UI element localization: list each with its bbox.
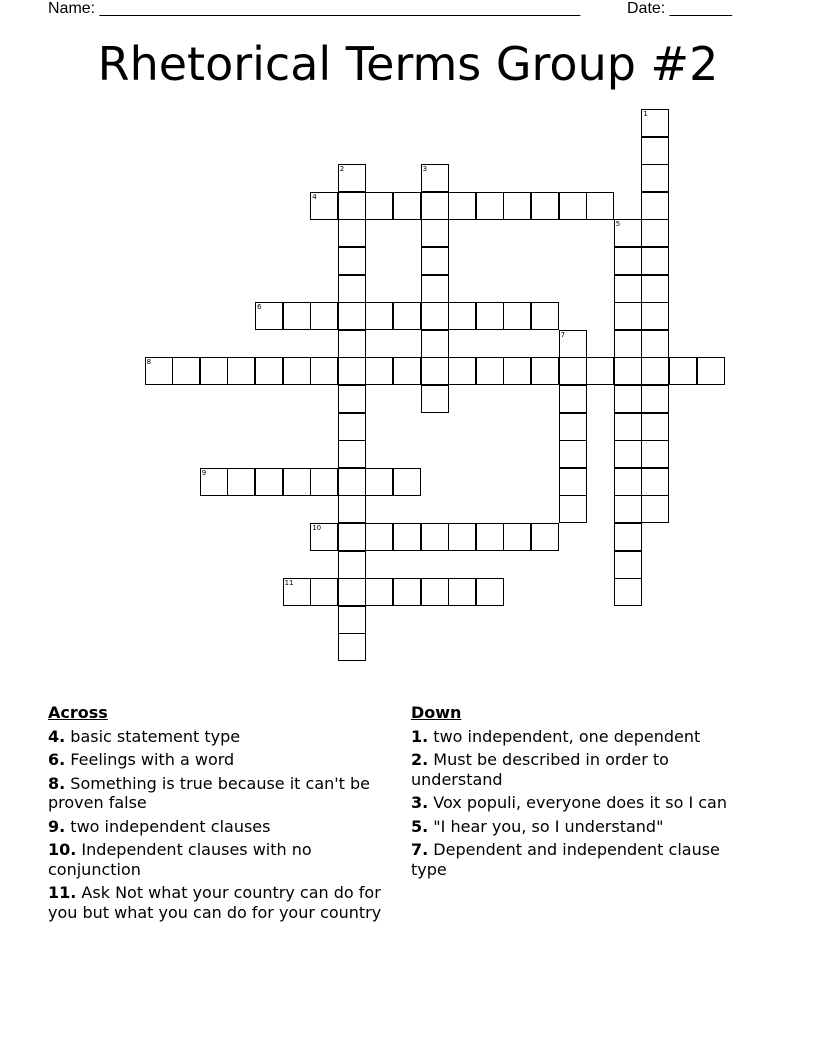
crossword-cell[interactable] bbox=[172, 357, 200, 385]
crossword-cell[interactable] bbox=[641, 385, 669, 413]
crossword-cell[interactable] bbox=[503, 523, 531, 551]
crossword-cell[interactable] bbox=[365, 192, 393, 220]
crossword-cell[interactable] bbox=[559, 385, 587, 413]
across-clue bbox=[48, 840, 393, 879]
crossword-cell[interactable] bbox=[421, 164, 449, 192]
crossword-cell[interactable] bbox=[255, 357, 283, 385]
crossword-cell[interactable] bbox=[393, 468, 421, 496]
across-clue bbox=[48, 774, 393, 813]
clue-text: Vox populi, everyone does it so I can bbox=[428, 793, 727, 812]
clue-number: 5. bbox=[411, 816, 429, 836]
crossword-cell[interactable] bbox=[338, 606, 366, 634]
crossword-cell[interactable] bbox=[697, 357, 725, 385]
crossword-cell[interactable] bbox=[365, 468, 393, 496]
clue-text: Independent clauses with no conjunction bbox=[48, 840, 312, 879]
crossword-cell[interactable] bbox=[641, 192, 669, 220]
crossword-cell[interactable] bbox=[338, 219, 366, 247]
crossword-cell[interactable] bbox=[641, 495, 669, 523]
clue-number: 2 bbox=[339, 165, 345, 174]
crossword-cell[interactable] bbox=[365, 357, 393, 385]
down-clues bbox=[411, 703, 756, 879]
clue-text: basic statement type bbox=[65, 726, 241, 746]
crossword-cell[interactable] bbox=[503, 302, 531, 330]
crossword-cell[interactable] bbox=[614, 247, 642, 275]
clue-number: 6 bbox=[257, 303, 262, 312]
crossword-cell[interactable] bbox=[614, 330, 642, 358]
across-clue bbox=[48, 883, 393, 922]
crossword-cell[interactable] bbox=[421, 385, 449, 413]
crossword-cell[interactable] bbox=[448, 523, 476, 551]
clue-number: 10 bbox=[312, 524, 322, 532]
crossword-cell[interactable] bbox=[641, 275, 669, 303]
crossword-cell[interactable] bbox=[338, 164, 366, 192]
crossword-cell[interactable] bbox=[559, 192, 587, 220]
crossword-cell[interactable] bbox=[614, 357, 642, 385]
crossword-cell[interactable] bbox=[476, 192, 504, 220]
clue-number: 8. bbox=[48, 773, 66, 793]
crossword-cell[interactable] bbox=[393, 523, 421, 551]
clue-number: 1. bbox=[411, 726, 429, 746]
crossword-cell[interactable] bbox=[310, 357, 338, 385]
clue-text: two independent clauses bbox=[65, 816, 271, 836]
clue-number: 8 bbox=[146, 358, 152, 367]
clue-number: 3 bbox=[422, 165, 428, 174]
crossword-cell[interactable] bbox=[338, 247, 366, 275]
crossword-cell[interactable] bbox=[669, 357, 697, 385]
crossword-cell[interactable] bbox=[559, 330, 587, 358]
crossword-cell[interactable] bbox=[614, 385, 642, 413]
crossword-cell[interactable] bbox=[283, 468, 311, 496]
crossword-cell[interactable] bbox=[559, 357, 587, 385]
across-clue bbox=[48, 750, 393, 770]
crossword-cell[interactable] bbox=[310, 578, 338, 606]
crossword-cell[interactable] bbox=[476, 302, 504, 330]
clue-text: Ask Not what your country can do for you but what you can do for your country bbox=[48, 883, 382, 922]
down-clue bbox=[411, 750, 756, 789]
crossword-cell[interactable] bbox=[476, 578, 504, 606]
crossword-cell[interactable] bbox=[338, 495, 366, 523]
crossword-cell[interactable] bbox=[641, 302, 669, 330]
crossword-cell[interactable] bbox=[283, 357, 311, 385]
crossword-cell[interactable] bbox=[641, 440, 669, 468]
crossword-cell[interactable] bbox=[338, 578, 366, 606]
crossword-cell[interactable] bbox=[503, 192, 531, 220]
crossword-cell[interactable] bbox=[448, 302, 476, 330]
across-clue bbox=[48, 727, 393, 747]
crossword-cell[interactable] bbox=[531, 192, 559, 220]
crossword-cell[interactable] bbox=[310, 468, 338, 496]
crossword-cell[interactable] bbox=[559, 413, 587, 441]
crossword-cell[interactable] bbox=[614, 302, 642, 330]
crossword-cell[interactable] bbox=[641, 164, 669, 192]
crossword-cell[interactable] bbox=[614, 523, 642, 551]
across-clues bbox=[48, 703, 393, 922]
crossword-cell[interactable] bbox=[421, 523, 449, 551]
clue-number: 7 bbox=[560, 330, 566, 339]
clue-number: 9. bbox=[48, 816, 66, 836]
crossword-cell[interactable] bbox=[338, 275, 366, 303]
crossword-cell[interactable] bbox=[614, 413, 642, 441]
crossword-cell[interactable] bbox=[421, 578, 449, 606]
crossword-cell[interactable] bbox=[310, 302, 338, 330]
crossword-cell[interactable] bbox=[531, 357, 559, 385]
clue-number: 11 bbox=[284, 579, 294, 588]
crossword-cell[interactable] bbox=[476, 523, 504, 551]
crossword-cell[interactable] bbox=[503, 357, 531, 385]
crossword-cell[interactable] bbox=[338, 468, 366, 496]
crossword-cell[interactable] bbox=[283, 302, 311, 330]
down-clue-list bbox=[411, 727, 756, 880]
name-field[interactable]: Name: ______________________________________________________ bbox=[48, 0, 581, 17]
clue-text: Dependent and independent clause type bbox=[411, 840, 720, 879]
crossword-cell[interactable] bbox=[283, 578, 311, 606]
crossword-cell[interactable] bbox=[641, 109, 669, 137]
crossword-cell[interactable] bbox=[200, 468, 228, 496]
crossword-cell[interactable] bbox=[338, 385, 366, 413]
across-clue-list bbox=[48, 727, 393, 923]
crossword-cell[interactable] bbox=[641, 413, 669, 441]
crossword-cell[interactable] bbox=[614, 219, 642, 247]
crossword-cell[interactable] bbox=[393, 192, 421, 220]
clue-text: Feelings with a word bbox=[65, 750, 235, 769]
down-clue bbox=[411, 727, 756, 747]
crossword-cell[interactable] bbox=[421, 247, 449, 275]
crossword-cell[interactable] bbox=[338, 440, 366, 468]
crossword-cell[interactable] bbox=[393, 302, 421, 330]
clue-text: two independent, one dependent bbox=[428, 726, 701, 746]
crossword-cell[interactable] bbox=[586, 192, 614, 220]
crossword-cell[interactable] bbox=[421, 330, 449, 358]
crossword-cell[interactable] bbox=[338, 302, 366, 330]
date-field[interactable]: Date: _______ bbox=[627, 0, 732, 17]
clue-number: 4 bbox=[312, 192, 317, 201]
clue-number: 9 bbox=[201, 468, 207, 477]
crossword-cell[interactable] bbox=[641, 468, 669, 496]
crossword-cell[interactable] bbox=[365, 302, 393, 330]
crossword-cell[interactable] bbox=[421, 219, 449, 247]
crossword-cell[interactable] bbox=[255, 468, 283, 496]
crossword-cell[interactable] bbox=[559, 468, 587, 496]
clue-number: 10. bbox=[48, 840, 77, 859]
clue-number: 6. bbox=[48, 750, 66, 769]
crossword-cell[interactable] bbox=[559, 440, 587, 468]
crossword-cell[interactable] bbox=[586, 357, 614, 385]
crossword-cell[interactable] bbox=[421, 192, 449, 220]
crossword-cell[interactable] bbox=[641, 330, 669, 358]
crossword-cell[interactable] bbox=[393, 578, 421, 606]
crossword-cell[interactable] bbox=[641, 137, 669, 165]
crossword-cell[interactable] bbox=[641, 357, 669, 385]
crossword-cell[interactable] bbox=[145, 357, 173, 385]
crossword-cell[interactable] bbox=[531, 302, 559, 330]
crossword-cell[interactable] bbox=[614, 495, 642, 523]
down-clue bbox=[411, 817, 756, 837]
crossword-cell[interactable] bbox=[476, 357, 504, 385]
crossword-cell[interactable] bbox=[614, 551, 642, 579]
crossword-cell[interactable] bbox=[365, 523, 393, 551]
crossword-cell[interactable] bbox=[338, 192, 366, 220]
crossword-cell[interactable] bbox=[255, 302, 283, 330]
clue-text: Must be described in order to understand bbox=[411, 750, 669, 789]
crossword-cell[interactable] bbox=[641, 247, 669, 275]
clue-number: 5 bbox=[615, 220, 621, 229]
down-clue bbox=[411, 793, 756, 813]
down-clue bbox=[411, 840, 756, 879]
crossword-cell[interactable] bbox=[338, 357, 366, 385]
crossword-cell[interactable] bbox=[338, 330, 366, 358]
crossword-cell[interactable] bbox=[421, 357, 449, 385]
crossword-cell[interactable] bbox=[559, 495, 587, 523]
crossword-cell[interactable] bbox=[393, 357, 421, 385]
crossword-cell[interactable] bbox=[200, 357, 228, 385]
clue-text: Something is true because it can't be proven false bbox=[48, 773, 371, 812]
crossword-cell[interactable] bbox=[227, 468, 255, 496]
clue-number: 2. bbox=[411, 750, 429, 769]
down-heading: Down bbox=[411, 703, 462, 722]
across-clue bbox=[48, 817, 393, 837]
clue-number: 3. bbox=[411, 793, 429, 812]
crossword-cell[interactable] bbox=[614, 578, 642, 606]
crossword-cell[interactable] bbox=[310, 192, 338, 220]
across-heading: Across bbox=[48, 703, 108, 722]
crossword-cell[interactable] bbox=[421, 275, 449, 303]
crossword-cell[interactable] bbox=[338, 551, 366, 579]
clue-number: 7. bbox=[411, 840, 429, 859]
crossword-cell[interactable] bbox=[614, 468, 642, 496]
crossword-cell[interactable] bbox=[614, 440, 642, 468]
clue-number: 11. bbox=[48, 883, 77, 902]
crossword-cell[interactable] bbox=[448, 578, 476, 606]
crossword-cell[interactable] bbox=[641, 219, 669, 247]
crossword-cell[interactable] bbox=[338, 633, 366, 661]
crossword-cell[interactable] bbox=[227, 357, 255, 385]
crossword-cell[interactable] bbox=[614, 275, 642, 303]
crossword-cell[interactable] bbox=[421, 302, 449, 330]
crossword-cell[interactable] bbox=[365, 578, 393, 606]
clue-number: 1 bbox=[643, 110, 648, 118]
page-title: Rhetorical Terms Group #2 bbox=[97, 37, 719, 91]
crossword-cell[interactable] bbox=[448, 357, 476, 385]
crossword-cell[interactable] bbox=[310, 523, 338, 551]
clue-text: "I hear you, so I understand" bbox=[428, 816, 664, 836]
crossword-cell[interactable] bbox=[338, 413, 366, 441]
clue-number: 4. bbox=[48, 726, 66, 746]
crossword-cell[interactable] bbox=[338, 523, 366, 551]
crossword-cell[interactable] bbox=[531, 523, 559, 551]
crossword-cell[interactable] bbox=[448, 192, 476, 220]
